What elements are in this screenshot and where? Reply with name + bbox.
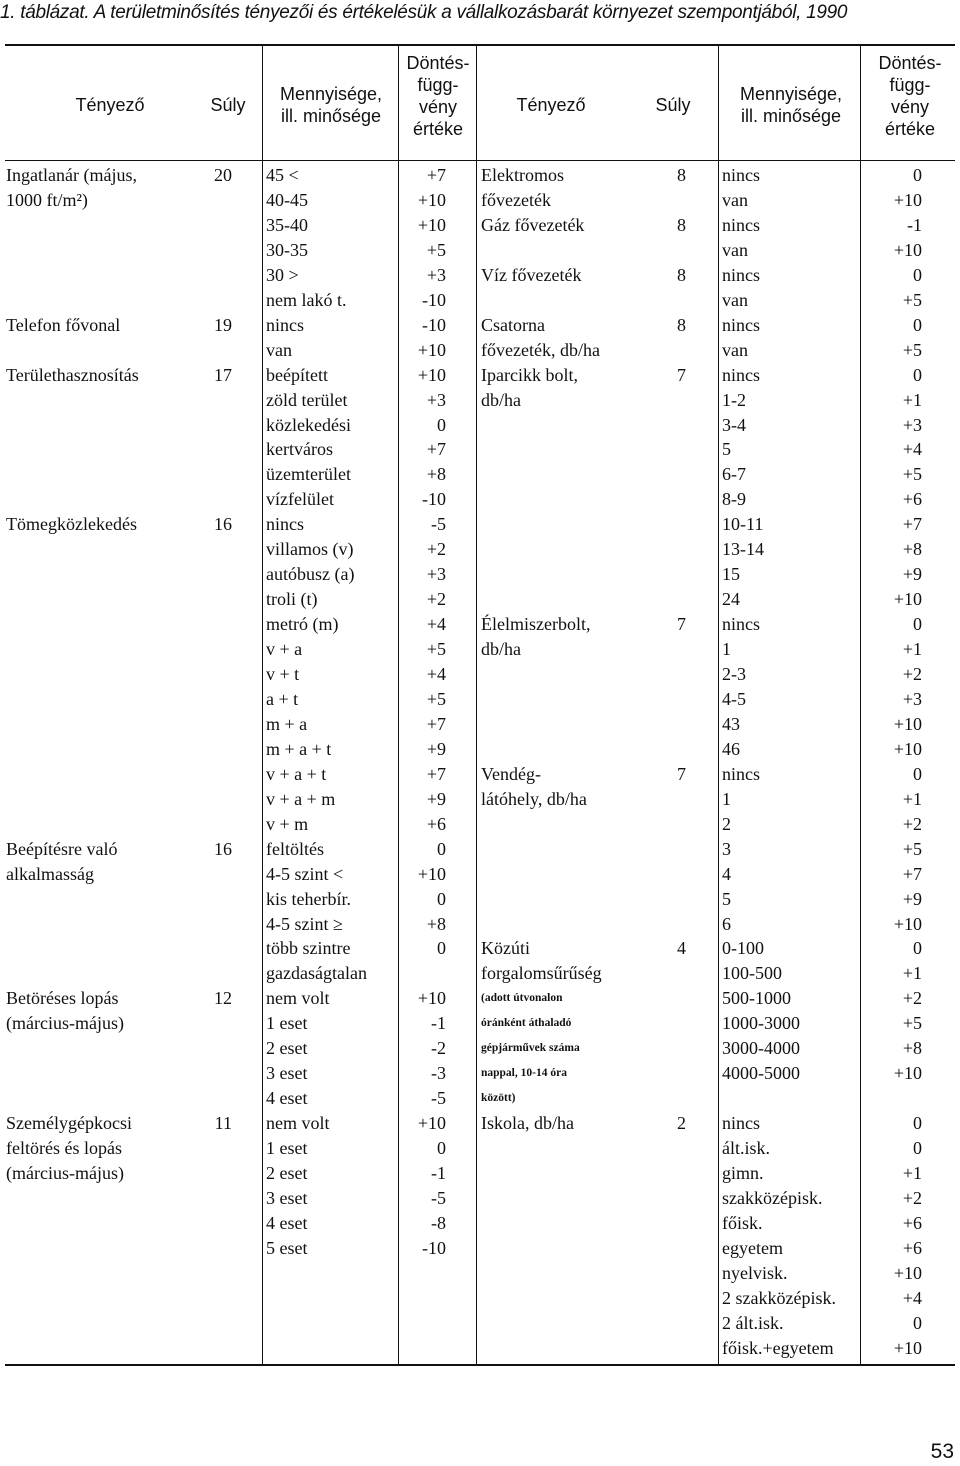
table-row (0, 1086, 960, 1111)
right-quality-cell: van (722, 239, 748, 260)
table-row (0, 437, 960, 462)
right-value-cell: +4 (902, 439, 922, 460)
right-factor-cell: óránként áthaladó (481, 1017, 572, 1030)
left-quality-cell: v + a + t (266, 763, 327, 784)
right-quality-cell: 3 (722, 838, 731, 859)
right-quality-cell: van (722, 189, 748, 210)
left-weight-cell: 16 (214, 514, 232, 535)
bottom-rule (5, 1364, 955, 1366)
table-row (0, 1036, 960, 1061)
right-quality-cell: ált.isk. (722, 1138, 770, 1159)
right-value-cell: +3 (902, 688, 922, 709)
left-quality-cell: nincs (266, 314, 304, 335)
right-quality-cell: 8-9 (722, 489, 746, 510)
right-value-cell: +10 (893, 589, 922, 610)
left-quality-cell: m + a (266, 713, 308, 734)
right-value-cell: +1 (902, 639, 922, 660)
right-quality-cell: 13-14 (722, 539, 764, 560)
right-value-cell: +10 (893, 1337, 922, 1358)
right-value-cell: +2 (902, 988, 922, 1009)
left-quality-cell: kis teherbír. (266, 888, 351, 909)
right-value-cell: +10 (893, 1262, 922, 1283)
right-value-cell: +5 (902, 339, 922, 360)
table-row (0, 462, 960, 487)
right-value-cell: 0 (913, 264, 922, 285)
left-quality-cell: v + m (266, 813, 309, 834)
right-value-cell: +1 (902, 788, 922, 809)
right-weight-cell: 7 (677, 614, 686, 635)
table-row (0, 1211, 960, 1236)
right-quality-cell: 2-3 (722, 664, 746, 684)
left-value-cell: 0 (437, 938, 446, 959)
right-quality-cell: van (722, 289, 748, 310)
page-number: 53 (930, 1440, 954, 1463)
left-quality-cell: 2 eset (266, 1038, 308, 1059)
left-quality-cell: 3 eset (266, 1187, 308, 1208)
right-value-cell: 0 (913, 364, 922, 385)
table-row (0, 487, 960, 512)
right-value-cell: +5 (902, 289, 922, 310)
left-value-cell: +10 (417, 339, 446, 360)
left-factor-cell: 1000 ft/m²) (6, 189, 88, 210)
left-quality-cell: autóbusz (a) (266, 564, 355, 585)
left-value-cell: +10 (417, 988, 446, 1009)
right-value-cell: +1 (902, 389, 922, 410)
left-quality-cell: beépített (266, 364, 328, 385)
header-factor-right: Tényező (516, 95, 586, 115)
left-value-cell: +2 (426, 589, 446, 610)
right-value-cell: 0 (913, 314, 922, 335)
left-value-cell: +3 (426, 264, 446, 285)
table-row (0, 1236, 960, 1261)
right-quality-cell: 4000-5000 (722, 1063, 800, 1084)
right-value-cell: +6 (902, 1212, 922, 1233)
right-weight-cell: 7 (677, 364, 686, 385)
right-factor-cell: nappal, 10-14 óra (481, 1067, 567, 1080)
table-row (0, 812, 960, 837)
left-value-cell: +7 (426, 763, 446, 784)
left-factor-cell: Ingatlanár (május, (6, 165, 137, 185)
header-weight-right: Súly (655, 95, 691, 115)
right-value-cell: +5 (902, 464, 922, 485)
table-row (0, 912, 960, 937)
right-quality-cell: 2 (722, 813, 731, 834)
table-row (0, 587, 960, 612)
left-value-cell: +4 (426, 664, 446, 684)
right-quality-cell: nincs (722, 214, 760, 235)
right-quality-cell: van (722, 339, 748, 360)
table-row (0, 687, 960, 712)
right-factor-cell: fővezeték, db/ha (481, 339, 600, 360)
left-quality-cell: van (266, 339, 292, 360)
left-quality-cell: m + a + t (266, 738, 332, 759)
left-value-cell: +3 (426, 564, 446, 585)
right-value-cell: +5 (902, 1013, 922, 1034)
left-value-cell: -1 (431, 1013, 446, 1034)
table-row (0, 313, 960, 338)
right-weight-cell: 8 (677, 314, 686, 335)
right-value-cell: +9 (902, 564, 922, 585)
left-value-cell: -10 (422, 489, 446, 510)
table-row (0, 986, 960, 1011)
table-row (0, 263, 960, 288)
left-factor-cell: Tömegközlekedés (6, 514, 137, 535)
right-quality-cell: 10-11 (722, 514, 764, 535)
left-quality-cell: 2 eset (266, 1163, 308, 1183)
left-quality-cell: nincs (266, 514, 304, 535)
left-factor-cell: Betöréses lopás (6, 988, 119, 1009)
left-value-cell: 0 (437, 414, 446, 435)
right-factor-cell: Iparcikk bolt, (481, 364, 578, 385)
right-value-cell: +10 (893, 713, 922, 734)
table-row (0, 762, 960, 787)
right-value-cell: 0 (913, 938, 922, 959)
right-quality-cell: 3000-4000 (722, 1038, 800, 1059)
left-value-cell: +10 (417, 214, 446, 235)
left-value-cell: +5 (426, 239, 446, 260)
right-factor-cell: Víz fővezeték (481, 264, 582, 285)
right-value-cell: +2 (902, 664, 922, 684)
right-quality-cell: 1-2 (722, 389, 746, 410)
right-factor-cell: db/ha (481, 389, 521, 410)
right-factor-cell: (adott útvonalon (481, 992, 563, 1005)
table-row (0, 188, 960, 213)
left-value-cell: -5 (431, 1187, 446, 1208)
table-row (0, 1111, 960, 1136)
right-quality-cell: főisk. (722, 1212, 763, 1233)
right-value-cell: +6 (902, 1237, 922, 1258)
table-caption: 1. táblázat. A területminősítés tényezői és értékelésük a vállalkozásbarát környezet szempontjából, 1990 (0, 2, 848, 23)
left-factor-cell: Telefon fővonal (6, 314, 121, 335)
left-quality-cell: 30-35 (266, 239, 308, 260)
left-quality-cell: 3 eset (266, 1063, 308, 1084)
table-row (0, 787, 960, 812)
right-quality-cell: 1 (722, 788, 731, 809)
table-row (0, 612, 960, 637)
right-quality-cell: 5 (722, 439, 731, 460)
right-factor-cell: Iskola, db/ha (481, 1113, 574, 1134)
right-quality-cell: nincs (722, 763, 760, 784)
right-value-cell: +10 (893, 738, 922, 759)
left-weight-cell: 17 (214, 364, 232, 385)
header-quality-left: Mennyisége, ill. minősége (279, 84, 383, 126)
right-factor-cell: látóhely, db/ha (481, 788, 587, 809)
right-value-cell: +7 (902, 514, 922, 535)
right-value-cell: +10 (893, 913, 922, 934)
left-value-cell: +9 (426, 788, 446, 809)
right-quality-cell: 6-7 (722, 464, 746, 485)
left-value-cell: +10 (417, 1113, 446, 1134)
left-weight-cell: 19 (214, 314, 232, 335)
right-quality-cell: 3-4 (722, 414, 746, 435)
right-value-cell: +8 (902, 539, 922, 560)
left-weight-cell: 11 (214, 1113, 232, 1134)
left-quality-cell: több szintre (266, 938, 351, 959)
right-quality-cell: nincs (722, 264, 760, 285)
left-value-cell: -1 (431, 1163, 446, 1183)
table-row (0, 1061, 960, 1086)
right-quality-cell: nyelvisk. (722, 1262, 788, 1283)
left-quality-cell: 1 eset (266, 1138, 308, 1159)
right-value-cell: +5 (902, 838, 922, 859)
right-factor-cell: fővezeték (481, 189, 551, 210)
table-row (0, 837, 960, 862)
right-value-cell: +6 (902, 489, 922, 510)
table-row (0, 712, 960, 737)
right-value-cell: +8 (902, 1038, 922, 1059)
right-quality-cell: nincs (722, 165, 760, 185)
left-factor-cell: Személygépkocsi (6, 1113, 132, 1134)
right-quality-cell: 4-5 (722, 688, 746, 709)
left-value-cell: -5 (431, 514, 446, 535)
table-row (0, 1186, 960, 1211)
left-value-cell: -10 (422, 314, 446, 335)
table-row (0, 637, 960, 662)
right-weight-cell: 8 (677, 214, 686, 235)
right-factor-cell: forgalomsűrűség (481, 963, 602, 984)
table-row (0, 238, 960, 263)
left-quality-cell: feltöltés (266, 838, 324, 859)
right-quality-cell: gimn. (722, 1163, 764, 1183)
left-factor-cell: alkalmasság (6, 863, 94, 884)
left-quality-cell: 4 eset (266, 1088, 308, 1109)
left-factor-cell: Területhasznosítás (6, 364, 139, 385)
left-value-cell: +9 (426, 738, 446, 759)
left-value-cell: 0 (437, 838, 446, 859)
table-row (0, 512, 960, 537)
left-factor-cell: feltörés és lopás (6, 1138, 122, 1159)
right-factor-cell: között) (481, 1092, 516, 1105)
table-row (0, 1261, 960, 1286)
left-quality-cell: 4 eset (266, 1212, 308, 1233)
right-quality-cell: 4 (722, 863, 731, 884)
right-value-cell: +7 (902, 863, 922, 884)
right-value-cell: +10 (893, 189, 922, 210)
left-quality-cell: nem volt (266, 988, 330, 1009)
right-value-cell: +3 (902, 414, 922, 435)
right-value-cell: +2 (902, 813, 922, 834)
left-quality-cell: vízfelület (266, 489, 334, 510)
right-weight-cell: 8 (677, 165, 686, 185)
right-quality-cell: főisk.+egyetem (722, 1337, 834, 1358)
right-value-cell: +4 (902, 1287, 922, 1308)
left-weight-cell: 16 (214, 838, 232, 859)
right-quality-cell: nincs (722, 364, 760, 385)
left-factor-cell: (március-május) (6, 1013, 124, 1034)
left-quality-cell: 4-5 szint ≥ (266, 913, 343, 934)
left-weight-cell: 20 (214, 165, 232, 185)
right-factor-cell: Élelmiszerbolt, (481, 614, 591, 635)
right-factor-cell: Közúti (481, 938, 530, 959)
right-quality-cell: 1000-3000 (722, 1013, 800, 1034)
table-row (0, 163, 960, 188)
table-row (0, 537, 960, 562)
header-value-right: Döntés- függ- vény értéke (878, 53, 942, 139)
left-quality-cell: troli (t) (266, 589, 318, 610)
left-value-cell: +7 (426, 713, 446, 734)
right-quality-cell: egyetem (722, 1237, 783, 1258)
right-value-cell: +2 (902, 1187, 922, 1208)
left-value-cell: -5 (431, 1088, 446, 1109)
right-quality-cell: 5 (722, 888, 731, 909)
right-quality-cell: 15 (722, 564, 740, 585)
right-factor-cell: db/ha (481, 639, 521, 660)
right-value-cell: 0 (913, 1312, 922, 1333)
table-row (0, 562, 960, 587)
right-quality-cell: nincs (722, 614, 760, 635)
left-value-cell: +5 (426, 688, 446, 709)
left-value-cell: +2 (426, 539, 446, 560)
left-quality-cell: v + t (266, 664, 300, 684)
right-value-cell: 0 (913, 165, 922, 185)
right-value-cell: +9 (902, 888, 922, 909)
left-value-cell: +7 (426, 165, 446, 185)
right-factor-cell: gépjárművek száma (481, 1042, 580, 1055)
left-quality-cell: 4-5 szint < (266, 863, 344, 884)
header-rule (5, 160, 955, 161)
right-factor-cell: Gáz fővezeték (481, 214, 585, 235)
left-quality-cell: a + t (266, 688, 299, 709)
table-row (0, 936, 960, 961)
table-row (0, 1136, 960, 1161)
table-row (0, 1336, 960, 1361)
left-value-cell: -3 (431, 1063, 446, 1084)
table-row (0, 1161, 960, 1186)
right-value-cell: +1 (902, 1163, 922, 1183)
left-quality-cell: villamos (v) (266, 539, 354, 560)
table-row (0, 363, 960, 388)
left-value-cell: -10 (422, 289, 446, 310)
right-weight-cell: 8 (677, 264, 686, 285)
right-weight-cell: 4 (677, 938, 686, 959)
header-value-left: Döntés- függ- vény értéke (406, 53, 470, 139)
right-value-cell: -1 (907, 214, 922, 235)
header-factor-left: Tényező (75, 95, 145, 115)
header-weight-left: Súly (210, 95, 246, 115)
left-value-cell: +10 (417, 364, 446, 385)
left-value-cell: -8 (431, 1212, 446, 1233)
left-quality-cell: nem lakó t. (266, 289, 347, 310)
left-value-cell: +10 (417, 189, 446, 210)
header-quality-right: Mennyisége, ill. minősége (739, 84, 843, 126)
left-value-cell: -2 (431, 1038, 446, 1059)
left-quality-cell: 35-40 (266, 214, 308, 235)
left-quality-cell: 40-45 (266, 189, 308, 210)
left-factor-cell: Beépítésre való (6, 838, 118, 859)
right-quality-cell: 500-1000 (722, 988, 791, 1009)
left-value-cell: 0 (437, 1138, 446, 1159)
left-value-cell: +7 (426, 439, 446, 460)
right-quality-cell: 1 (722, 639, 731, 660)
left-quality-cell: metró (m) (266, 614, 339, 635)
left-quality-cell: 5 eset (266, 1237, 308, 1258)
table-row (0, 338, 960, 363)
left-value-cell: +5 (426, 639, 446, 660)
left-value-cell: +3 (426, 389, 446, 410)
table-row (0, 737, 960, 762)
table-row (0, 887, 960, 912)
right-weight-cell: 2 (677, 1113, 686, 1134)
right-quality-cell: 6 (722, 913, 731, 934)
left-quality-cell: gazdaságtalan (266, 963, 367, 984)
table-row (0, 413, 960, 438)
left-value-cell: 0 (437, 888, 446, 909)
right-value-cell: +10 (893, 239, 922, 260)
table-row (0, 862, 960, 887)
right-value-cell: 0 (913, 763, 922, 784)
left-quality-cell: 45 < (266, 165, 299, 185)
left-quality-cell: v + a (266, 639, 303, 660)
left-value-cell: +8 (426, 464, 446, 485)
right-quality-cell: 2 ált.isk. (722, 1312, 784, 1333)
right-quality-cell: szakközépisk. (722, 1187, 823, 1208)
right-quality-cell: 43 (722, 713, 740, 734)
table-row (0, 288, 960, 313)
left-quality-cell: v + a + m (266, 788, 336, 809)
left-quality-cell: üzemterület (266, 464, 351, 485)
left-value-cell: -10 (422, 1237, 446, 1258)
right-factor-cell: Vendég- (481, 763, 541, 784)
right-quality-cell: 24 (722, 589, 740, 610)
left-quality-cell: 30 > (266, 264, 299, 285)
left-quality-cell: nem volt (266, 1113, 330, 1134)
left-value-cell: +6 (426, 813, 446, 834)
left-value-cell: +4 (426, 614, 446, 635)
right-factor-cell: Elektromos (481, 165, 564, 185)
right-value-cell: +10 (893, 1063, 922, 1084)
left-value-cell: +10 (417, 863, 446, 884)
left-weight-cell: 12 (214, 988, 232, 1009)
right-value-cell: 0 (913, 1138, 922, 1159)
table-row (0, 213, 960, 238)
table-row (0, 662, 960, 687)
right-weight-cell: 7 (677, 763, 686, 784)
right-factor-cell: Csatorna (481, 314, 545, 335)
table-row (0, 1011, 960, 1036)
right-quality-cell: nincs (722, 1113, 760, 1134)
table-row (0, 1286, 960, 1311)
right-value-cell: 0 (913, 614, 922, 635)
table-row (0, 961, 960, 986)
left-quality-cell: kertváros (266, 439, 333, 460)
left-quality-cell: közlekedési (266, 414, 351, 435)
table-row (0, 388, 960, 413)
left-value-cell: +8 (426, 913, 446, 934)
table-row (0, 1311, 960, 1336)
right-quality-cell: nincs (722, 314, 760, 335)
left-quality-cell: 1 eset (266, 1013, 308, 1034)
right-value-cell: 0 (913, 1113, 922, 1134)
right-quality-cell: 0-100 (722, 938, 764, 959)
right-value-cell: +1 (902, 963, 922, 984)
top-rule (5, 44, 955, 46)
left-factor-cell: (március-május) (6, 1163, 124, 1183)
left-quality-cell: zöld terület (266, 389, 348, 410)
right-quality-cell: 2 szakközépisk. (722, 1287, 836, 1308)
right-quality-cell: 100-500 (722, 963, 782, 984)
right-quality-cell: 46 (722, 738, 740, 759)
